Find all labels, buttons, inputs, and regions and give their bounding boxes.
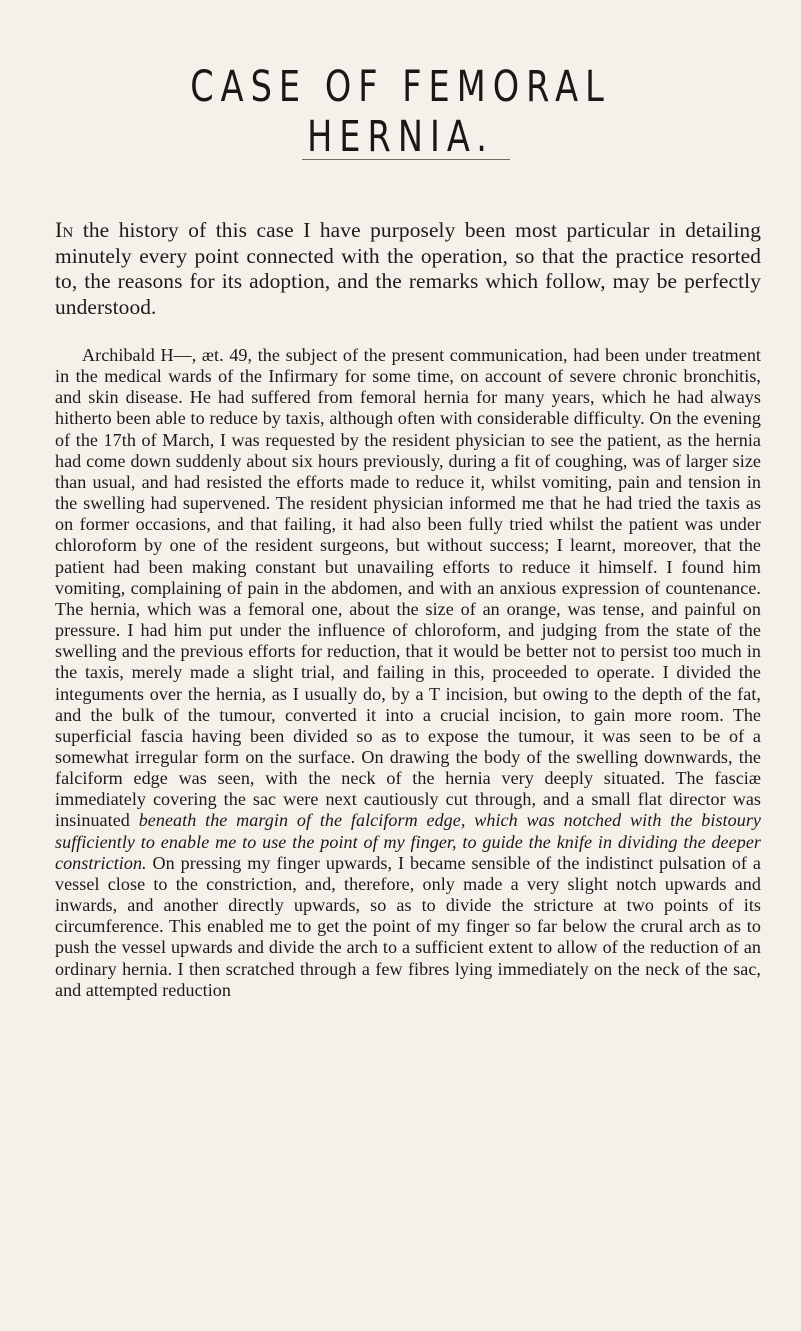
intro-paragraph — [55, 217, 761, 320]
title-divider — [302, 159, 510, 160]
page-title: CASE OF FEMORAL HERNIA. — [190, 62, 611, 162]
case-text-part1: Archibald H—, æt. 49, the subject of the present communication, had been under treatment in the medical wards of the Infirmary for some time, on account of severe chronic bronchitis, and skin disease. He had suffered from femoral hernia for many years, which he had always hitherto been able to reduce by taxis, although often with considerable difficulty. On the evening of the 17th of March, I was requested by the resident physician to see the patient, as the hernia had come down suddenly about six hours previously, during a fit of coughing, was of larger size than usual, and had resisted the efforts made to reduce it, whilst vomiting, pain and tension in the swelling had supervened. The resident physician informed me that he had tried the taxis as on former occasions, and that failing, it had also been fully tried whilst the patient was under chloroform by one of the resident surgeons, but without success; I learnt, moreover, that the patient had been making constant but unavailing efforts to reduce it himself. I found him vomiting, complaining of pain in the abdomen, and with an anxious expression of countenance. The hernia, which was a femoral one, about the size of an orange, was tense, and painful on pressure. I had him put under the influence of chloroform, and judging from the state of the swelling and the previous efforts for reduction, that it would be better not to persist too much in the taxis, merely made a slight trial, and failing in this, proceeded to operate. I divided the integuments over the hernia, as I usually do, by a T incision, but owing to the depth of the fat, and the bulk of the tumour, converted it into a crucial incision, to gain more room. The superficial fascia having been divided so as to expose the tumour, it was seen to be of a somewhat irregular form on the surface. On drawing the body of the swelling downwards, the falciform edge was seen, with the neck of the hernia very deeply situated. The fasciæ immediately covering the sac were next cautiously cut through, and a small flat director was insinuated — [55, 345, 761, 831]
intro-text: the history of this case I have purposely been most particular in detailing minutely every point connected with the operation, so that the practice resorted to, the reasons for its adoption, and the remarks which follow, may be perfectly understood. — [55, 218, 761, 319]
case-text-part2: On pressing my finger upwards, I became sensible of the indistinct pulsation of a vessel close to the constriction, and, therefore, only made a very slight notch upwards and inwards, and another directly upwards, so as to divide the stricture at two points of its circumference. This enabled me to get the point of my finger so far below the crural arch as to push the vessel upwards and divide the arch to a sufficient extent to allow of the reduction of an ordinary hernia. I then scratched through a few fibres lying immediately on the neck of the sac, and attempted reduction — [55, 852, 761, 1000]
case-paragraph — [55, 345, 761, 1001]
intro-first-word: In — [55, 217, 74, 242]
case-text-emphasis: beneath the margin of the falciform edge, which was notched with the bistoury sufficiently to enable me to use the point of my finger, to guide the knife in dividing the deeper constriction. — [55, 810, 761, 873]
